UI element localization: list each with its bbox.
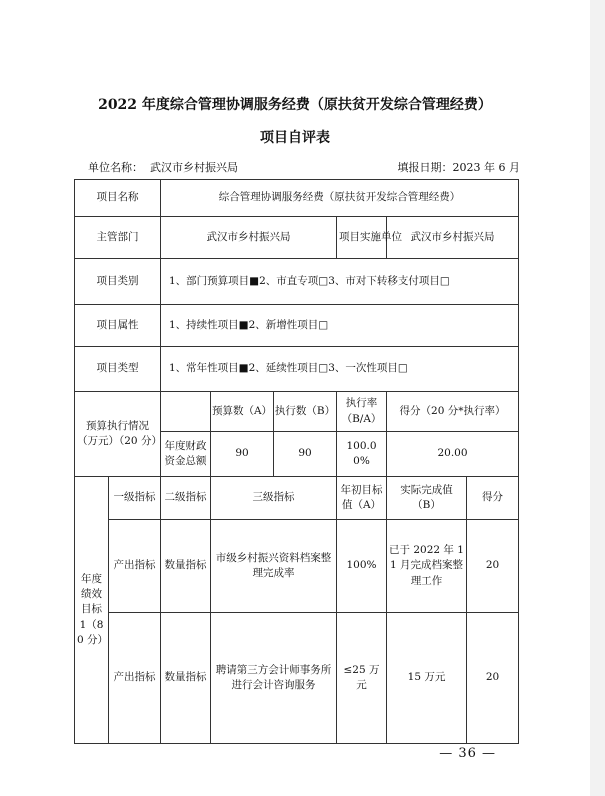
goal-header-level1: 一级指标 (109, 477, 161, 520)
row1-score: 20 (467, 520, 519, 613)
goal-header-level2: 二级指标 (161, 477, 211, 520)
row1-level2: 数量指标 (161, 520, 211, 613)
budget-a-value: 90 (211, 432, 274, 476)
row2-level2: 数量指标 (161, 613, 211, 744)
budget-values (211, 432, 337, 477)
budget-header-rate: 执行率（B/A） (337, 392, 387, 432)
row2-score: 20 (467, 613, 519, 744)
project-name-label: 项目名称 (75, 180, 161, 217)
row1-target: 100% (337, 520, 387, 613)
dept-value: 武汉市乡村振兴局 (161, 217, 337, 259)
budget-header-b: 执行数（B） (274, 404, 336, 417)
dept-label: 主管部门 (75, 217, 161, 259)
budget-header-a: 预算数（A） (211, 392, 274, 431)
project-attribute-label: 项目属性 (75, 305, 161, 347)
budget-b-value: 90 (298, 447, 312, 460)
goal-header-actual: 实际完成值（B） (387, 477, 467, 520)
row2-level3: 聘请第三方会计师事务所进行会计咨询服务 (211, 613, 337, 744)
impl-unit-value: 武汉市乡村振兴局 (387, 217, 519, 259)
project-type-value: 1、常年性项目■2、延续性项目□3、一次性项目□ (161, 347, 519, 392)
budget-header-score: 得分（20 分*执行率） (387, 392, 519, 432)
impl-unit-label: 项目实施单位 (337, 217, 387, 259)
row1-level3: 市级乡村振兴资料档案整理完成率 (211, 520, 337, 613)
unit-name-value: 武汉市乡村振兴局 (150, 161, 238, 174)
unit-name-label: 单位名称： (88, 161, 143, 174)
row1-actual: 已于 2022 年 11 月完成档案整理工作 (387, 520, 467, 613)
budget-execution-label: 预算执行情况（万元）（20 分） (75, 392, 161, 477)
budget-row-label: 年度财政资金总额 (161, 432, 211, 477)
budget-rate-value: 100.00% (337, 432, 387, 477)
budget-score-value: 20.00 (387, 432, 519, 477)
project-attribute-value: 1、持续性项目■2、新增性项目□ (161, 305, 519, 347)
document-subtitle: 项目自评表 (260, 130, 330, 146)
self-evaluation-table (74, 179, 519, 744)
goal-header-level3: 三级指标 (211, 477, 337, 520)
document-title: 2022 年度综合管理协调服务经费（原扶贫开发综合管理经费） (98, 97, 492, 113)
row2-level1: 产出指标 (109, 613, 161, 744)
row1-level1: 产出指标 (109, 520, 161, 613)
project-category-label: 项目类别 (75, 259, 161, 305)
project-type-label: 项目类型 (75, 347, 161, 392)
report-date: 填报日期：2023 年 6 月 (397, 161, 520, 174)
budget-header-row (211, 392, 337, 432)
unit-name (88, 159, 238, 175)
goal-header-score: 得分 (467, 477, 519, 520)
budget-header-blank (161, 392, 211, 432)
annual-goal-label: 年度绩效目标 1（80 分） (75, 477, 109, 744)
row2-target: ≤25 万元 (337, 613, 387, 744)
row2-actual: 15 万元 (387, 613, 467, 744)
goal-header-target: 年初目标值（A） (337, 477, 387, 520)
project-name-value: 综合管理协调服务经费（原扶贫开发综合管理经费） (161, 180, 519, 217)
page-number: — 36 — (439, 746, 496, 761)
project-category-value: 1、部门预算项目■2、市直专项□3、市对下转移支付项目□ (161, 259, 519, 305)
